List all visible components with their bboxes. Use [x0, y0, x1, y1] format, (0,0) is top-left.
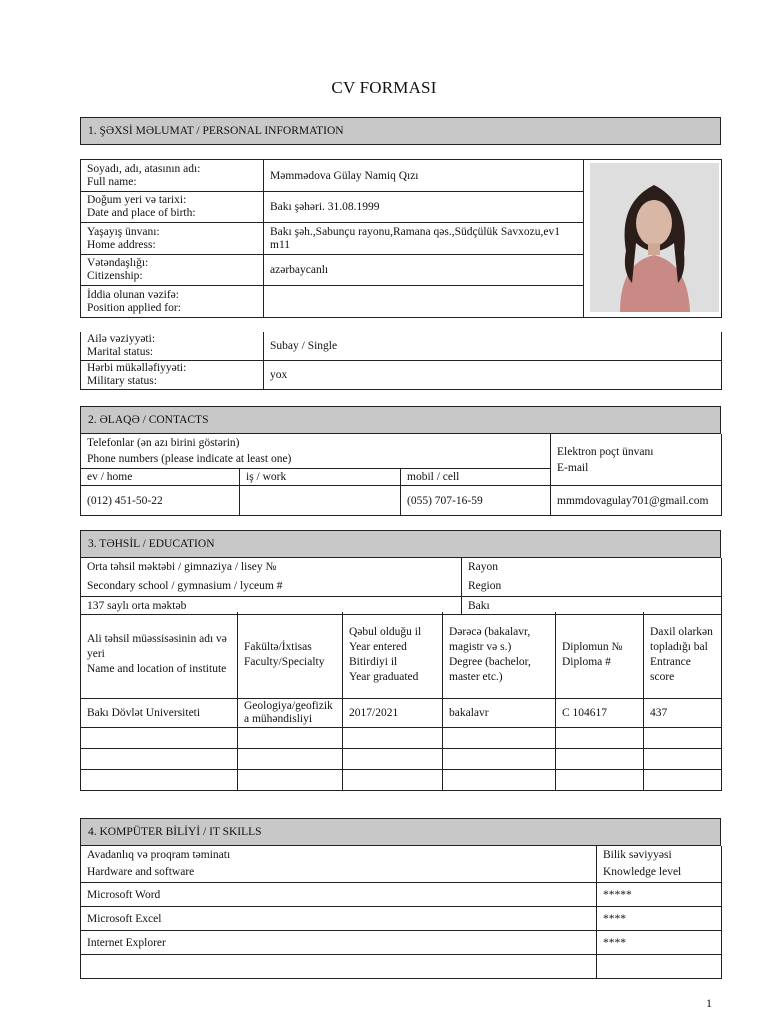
years-value: 2017/2021: [343, 698, 443, 727]
marital-value: Subay / Single: [264, 332, 722, 361]
col-years: Qəbul olduğu il Year entered Bitirdiyi il Year graduated: [343, 612, 443, 698]
skills-table: [80, 846, 722, 979]
col-level: Bilik səviyyəsi Knowledge level: [597, 846, 722, 883]
citizenship-value: azərbaycanlı: [264, 255, 584, 286]
skill-level: ****: [597, 907, 722, 931]
degree-value: bakalavr: [443, 698, 556, 727]
table-row: [81, 931, 722, 955]
field-label: Vətəndaşlığı: Citizenship:: [81, 255, 264, 286]
table-row: [81, 486, 722, 516]
military-value: yox: [264, 361, 722, 390]
table-row: [81, 361, 722, 390]
table-row: [81, 558, 722, 577]
work-phone-value: [240, 486, 401, 516]
institution-value: Bakı Dövlət Universiteti: [81, 698, 238, 727]
phones-label: Telefonlar (ən azı birini göstərin) Phone numbers (please indicate at least one): [81, 434, 551, 469]
col-institution: Ali təhsil müəssisəsinin adı və yeri Name and location of institute: [81, 612, 238, 698]
university-table: [80, 612, 722, 791]
table-row: [81, 332, 722, 361]
col-software: Avadanlıq və proqram təminatı Hardware and software: [81, 846, 597, 883]
table-row: [81, 612, 722, 698]
skill-name: Microsoft Excel: [81, 907, 597, 931]
region-label: Rayon: [462, 558, 722, 577]
col-score: Daxil olarkən topladığı bal Entrance score: [644, 612, 722, 698]
skill-level: ****: [597, 931, 722, 955]
home-phone-label: ev / home: [81, 469, 240, 486]
table-row: [81, 769, 722, 790]
faculty-value: Geologiya/geofizika mühəndisliyi: [238, 698, 343, 727]
work-phone-label: iş / work: [240, 469, 401, 486]
school-table: [80, 558, 722, 615]
address-value: Bakı şəh.,Sabunçu rayonu,Ramana qəs.,Südçülük Savxozu,ev1 m11: [264, 223, 584, 255]
field-label: Ailə vəziyyəti: Marital status:: [81, 332, 264, 361]
col-diploma: Diplomun № Diploma #: [556, 612, 644, 698]
table-row: [81, 577, 722, 597]
table-row: [81, 748, 722, 769]
status-table: [80, 332, 722, 390]
section-skills-header: 4. KOMPÜTER BİLİYİ / IT SKILLS: [80, 818, 721, 846]
position-value: [264, 286, 584, 318]
school-value: 137 saylı orta məktəb: [81, 597, 462, 615]
col-degree: Dərəcə (bakalavr, magistr və s.) Degree (bachelor, master etc.): [443, 612, 556, 698]
skill-name: Microsoft Word: [81, 883, 597, 907]
home-phone-value: (012) 451-50-22: [81, 486, 240, 516]
table-row: [81, 434, 722, 469]
section-personal-header: 1. ŞƏXSİ MƏLUMAT / PERSONAL INFORMATION: [80, 117, 721, 145]
school-label: Orta təhsil məktəbi / gimnaziya / lisey №: [81, 558, 462, 577]
diploma-value: C 104617: [556, 698, 644, 727]
skill-name: Internet Explorer: [81, 931, 597, 955]
profile-photo: [590, 163, 719, 312]
table-row: [81, 846, 722, 883]
full-name-value: Məmmədova Gülay Namiq Qızı: [264, 160, 584, 192]
table-row: [81, 698, 722, 727]
page-number: 1: [706, 996, 712, 1010]
mobile-phone-value: (055) 707-16-59: [401, 486, 551, 516]
field-label: Hərbi mükəlləfiyyəti: Military status:: [81, 361, 264, 390]
field-label: Soyadı, adı, atasının adı: Full name:: [81, 160, 264, 192]
page-title: CV FORMASI: [331, 78, 437, 97]
region-label-en: Region: [462, 577, 722, 597]
table-row: [81, 907, 722, 931]
email-label: Elektron poçt ünvanı E-mail: [551, 434, 722, 486]
person-photo-icon: [590, 163, 719, 312]
section-contacts-header: 2. ƏLAQƏ / CONTACTS: [80, 406, 721, 434]
col-faculty: Fakültə/İxtisas Faculty/Specialty: [238, 612, 343, 698]
section-education-header: 3. TƏHSİL / EDUCATION: [80, 530, 721, 558]
field-label: Yaşayış ünvanı: Home address:: [81, 223, 264, 255]
table-row: [81, 883, 722, 907]
skill-level: *****: [597, 883, 722, 907]
field-label: İddia olunan vəzifə: Position applied for:: [81, 286, 264, 318]
table-row: [81, 727, 722, 748]
contacts-table: [80, 434, 722, 516]
birth-value: Bakı şəhəri. 31.08.1999: [264, 192, 584, 223]
region-value: Bakı: [462, 597, 722, 615]
field-label: Doğum yeri və tarixi: Date and place of birth:: [81, 192, 264, 223]
mobile-phone-label: mobil / cell: [401, 469, 551, 486]
table-row: [81, 955, 722, 979]
score-value: 437: [644, 698, 722, 727]
school-label-en: Secondary school / gymnasium / lyceum #: [81, 577, 462, 597]
email-value: mmmdovagulay701@gmail.com: [551, 486, 722, 516]
